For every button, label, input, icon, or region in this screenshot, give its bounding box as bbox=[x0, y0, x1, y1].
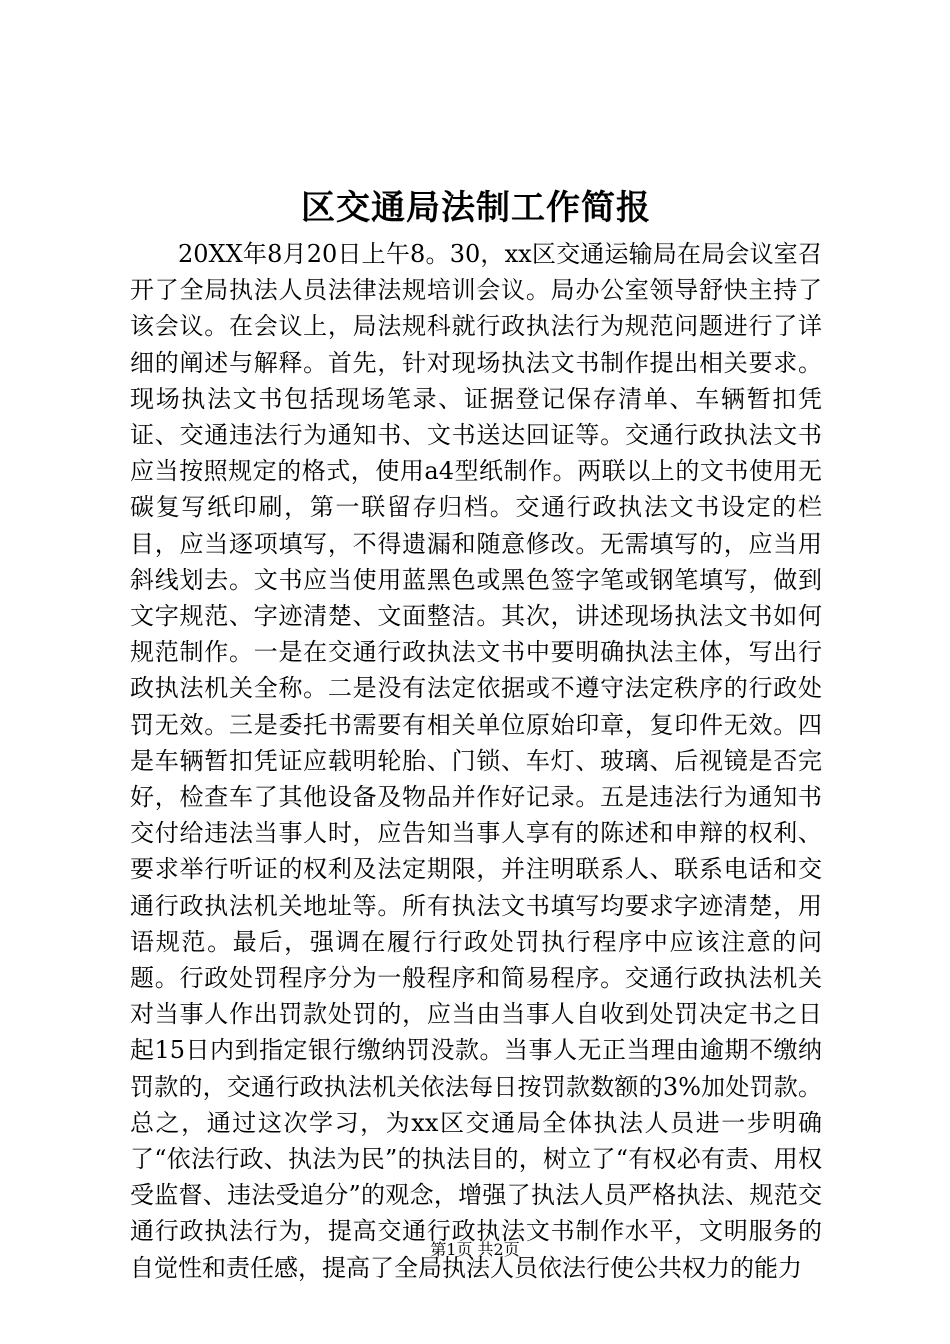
page-indicator: 第1页 共2页 bbox=[430, 1240, 520, 1259]
page-content bbox=[130, 180, 822, 1286]
page-footer bbox=[0, 1240, 950, 1260]
document-body: 20XX年8月20日上午8。30，xx区交通运输局在局会议室召开了全局执法人员法律法规培训会议。局办公室领导舒快主持了该会议。在会议上，局法规科就行政执法行为规范问题进行了详细的阐述与解释。首先，针对现场执法文书制作提出相关要求。现场执法文书包括现场笔录、证据登记保存清单、车辆暂扣凭证、交通违法行为通知书、文书送达回证等。交通行政执法文书应当按照规定的格式，使用a4型纸制作。两联以上的文书使用无碳复写纸印刷，第一联留存归档。交通行政执法文书设定的栏目，应当逐项填写，不得遗漏和随意修改。无需填写的，应当用斜线划去。文书应当使用蓝黑色或黑色签字笔或钢笔填写，做到文字规范、字迹清楚、文面整洁。其次，讲述现场执法文书如何规范制作。一是在交通行政执法文书中要明确执法主体，写出行政执法机关全称。二是没有法定依据或不遵守法定秩序的行政处罚无效。三是委托书需要有相关单位原始印章，复印件无效。四是车辆暂扣凭证应载明轮胎、门锁、车灯、玻璃、后视镜是否完好，检查车了其他设备及物品并作好记录。五是违法行为通知书交付给违法当事人时，应告知当事人享有的陈述和申辩的权利、要求举行听证的权利及法定期限，并注明联系人、联系电话和交通行政执法机关地址等。所有执法文书填写均要求字迹清楚，用语规范。最后，强调在履行行政处罚执行程序中应该注意的问题。行政处罚程序分为一般程序和简易程序。交通行政执法机关对当事人作出罚款处罚的，应当由当事人自收到处罚决定书之日起15日内到指定银行缴纳罚没款。当事人无正当理由逾期不缴纳罚款的，交通行政执法机关依法每日按罚款数额的3%加处罚款。总之，通过这次学习，为xx区交通局全体执法人员进一步明确了“依法行政、执法为民”的执法目的，树立了“有权必有责、用权受监督、违法受追分”的观念，增强了执法人员严格执法、规范交通行政执法行为，提高交通行政执法文书制作水平，文明服务的自觉性和责任感，提高了全局执法人员依法行使公共权力的能力 bbox=[130, 240, 822, 1282]
document-title: 区交通局法制工作简报 bbox=[301, 188, 651, 228]
